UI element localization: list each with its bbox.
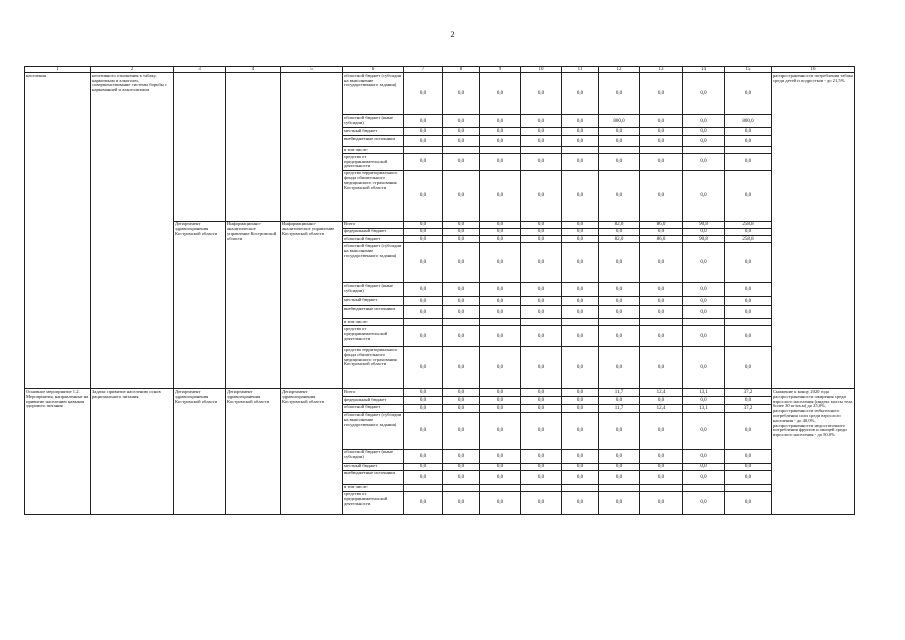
amount-cell: 0,0 bbox=[404, 389, 443, 397]
amount-cell bbox=[725, 319, 772, 326]
amount-cell: 0,0 bbox=[480, 470, 521, 484]
amount-cell: 0,0 bbox=[404, 221, 443, 228]
amount-cell: 0,0 bbox=[725, 128, 772, 136]
amount-cell: 0,0 bbox=[521, 283, 562, 297]
amount-cell: 800,0 bbox=[599, 115, 640, 128]
amount-cell: 0,0 bbox=[480, 170, 521, 221]
amount-cell: 0,0 bbox=[562, 243, 599, 283]
amount-cell: 0,0 bbox=[521, 243, 562, 283]
amount-cell: 0,0 bbox=[562, 115, 599, 128]
amount-cell: 0,0 bbox=[599, 306, 640, 319]
amount-cell: 0,0 bbox=[640, 115, 683, 128]
amount-cell: 0,0 bbox=[562, 470, 599, 484]
amount-cell: 0,0 bbox=[480, 463, 521, 470]
amount-cell: 0,0 bbox=[640, 243, 683, 283]
amount-cell: 0,0 bbox=[640, 306, 683, 319]
amount-cell: 0,0 bbox=[521, 347, 562, 389]
amount-cell: 37,2 bbox=[725, 404, 772, 412]
amount-cell: 0,0 bbox=[480, 412, 521, 449]
amount-cell: 0,0 bbox=[404, 412, 443, 449]
amount-cell: 0,0 bbox=[443, 389, 480, 397]
amount-cell: 0,0 bbox=[599, 347, 640, 389]
amount-cell: 0,0 bbox=[562, 283, 599, 297]
amount-cell bbox=[480, 147, 521, 154]
amount-cell: 0,0 bbox=[599, 136, 640, 147]
amount-cell: 0,0 bbox=[562, 449, 599, 463]
amount-cell: 0,0 bbox=[443, 297, 480, 306]
amount-cell: 0,0 bbox=[480, 389, 521, 397]
column-number: 7 bbox=[404, 67, 443, 73]
amount-cell bbox=[562, 147, 599, 154]
amount-cell: 0,0 bbox=[521, 412, 562, 449]
amount-cell bbox=[725, 147, 772, 154]
amount-cell: 0,0 bbox=[683, 347, 725, 389]
amount-cell: 0,0 bbox=[683, 170, 725, 221]
amount-cell: 0,0 bbox=[599, 228, 640, 235]
amount-cell: 0,0 bbox=[683, 306, 725, 319]
amount-cell: 0,0 bbox=[640, 136, 683, 147]
amount-cell: 0,0 bbox=[480, 326, 521, 347]
funding-source: Всего bbox=[343, 221, 404, 228]
amount-cell: 0,0 bbox=[443, 115, 480, 128]
amount-cell: 0,0 bbox=[683, 326, 725, 347]
amount-cell: 0,0 bbox=[443, 397, 480, 404]
amount-cell: 0,0 bbox=[599, 463, 640, 470]
amount-cell: 0,0 bbox=[683, 154, 725, 170]
amount-cell: 0,0 bbox=[443, 236, 480, 243]
amount-cell: 258,8 bbox=[725, 221, 772, 228]
funding-source: Всего bbox=[343, 389, 404, 397]
amount-cell: 0,0 bbox=[599, 154, 640, 170]
funding-source: внебюджетные источники bbox=[343, 470, 404, 484]
amount-cell: 0,0 bbox=[480, 491, 521, 514]
task-description-cell: Задача: привитие населению основ рационального питания bbox=[91, 389, 174, 515]
expected-result-cell: распространенности потребления табака среди детей и подростков - до 21,5% bbox=[772, 73, 855, 389]
amount-cell: 0,0 bbox=[683, 470, 725, 484]
coexecutor-cell: Информационно-аналитическое управление Костромской области bbox=[226, 221, 281, 389]
amount-cell bbox=[640, 319, 683, 326]
amount-cell: 0,0 bbox=[562, 463, 599, 470]
amount-cell bbox=[443, 147, 480, 154]
amount-cell: 0,0 bbox=[443, 404, 480, 412]
funding-source: средства от предпринимательской деятельности bbox=[343, 491, 404, 514]
column-number: 8 bbox=[443, 67, 480, 73]
amount-cell: 0,0 bbox=[443, 228, 480, 235]
amount-cell: 12,4 bbox=[640, 404, 683, 412]
amount-cell: 0,0 bbox=[404, 236, 443, 243]
amount-cell: 0,0 bbox=[725, 326, 772, 347]
column-number: 4 bbox=[226, 67, 281, 73]
amount-cell: 0,0 bbox=[404, 463, 443, 470]
amount-cell: 0,0 bbox=[443, 347, 480, 389]
amount-cell: 0,0 bbox=[443, 326, 480, 347]
funding-source: областной бюджет bbox=[343, 404, 404, 412]
amount-cell: 0,0 bbox=[443, 491, 480, 514]
amount-cell: 0,0 bbox=[562, 491, 599, 514]
main-activity-cell: Основное мероприятие 1.2. Мероприятия, направленные на привитие населению навыков здорового питания bbox=[25, 389, 91, 515]
amount-cell bbox=[683, 484, 725, 491]
amount-cell: 0,0 bbox=[443, 463, 480, 470]
column-number: 10 bbox=[521, 67, 562, 73]
amount-cell: 0,0 bbox=[404, 128, 443, 136]
amount-cell: 0,0 bbox=[599, 397, 640, 404]
column-number: 14 bbox=[683, 67, 725, 73]
amount-cell: 0,0 bbox=[443, 136, 480, 147]
funding-source: областной бюджет (субсидии на выполнение государственного задания) bbox=[343, 412, 404, 449]
funding-source: в том числе: bbox=[343, 319, 404, 326]
amount-cell: 0,0 bbox=[683, 491, 725, 514]
amount-cell: 0,0 bbox=[725, 347, 772, 389]
amount-cell: 0,0 bbox=[683, 73, 725, 115]
amount-cell: 0,0 bbox=[640, 170, 683, 221]
amount-cell: 0,0 bbox=[480, 347, 521, 389]
amount-cell: 0,0 bbox=[404, 73, 443, 115]
amount-cell: 0,0 bbox=[521, 306, 562, 319]
amount-cell bbox=[480, 484, 521, 491]
amount-cell: 0,0 bbox=[725, 136, 772, 147]
amount-cell: 82,0 bbox=[599, 236, 640, 243]
amount-cell: 0,0 bbox=[404, 115, 443, 128]
budget-row bbox=[25, 73, 855, 115]
amount-cell: 0,0 bbox=[683, 243, 725, 283]
amount-cell: 0,0 bbox=[683, 115, 725, 128]
amount-cell: 0,0 bbox=[725, 297, 772, 306]
amount-cell: 0,0 bbox=[683, 463, 725, 470]
amount-cell bbox=[640, 147, 683, 154]
amount-cell: 0,0 bbox=[599, 470, 640, 484]
amount-cell: 0,0 bbox=[725, 397, 772, 404]
funding-source: в том числе: bbox=[343, 147, 404, 154]
amount-cell: 0,0 bbox=[599, 73, 640, 115]
amount-cell: 0,0 bbox=[562, 236, 599, 243]
amount-cell: 0,0 bbox=[521, 397, 562, 404]
amount-cell: 0,0 bbox=[521, 470, 562, 484]
amount-cell bbox=[599, 484, 640, 491]
amount-cell: 11,7 bbox=[599, 389, 640, 397]
amount-cell: 0,0 bbox=[640, 412, 683, 449]
amount-cell: 0,0 bbox=[725, 283, 772, 297]
funding-source: средства от предпринимательской деятельности bbox=[343, 154, 404, 170]
amount-cell: 0,0 bbox=[404, 347, 443, 389]
amount-cell: 0,0 bbox=[683, 128, 725, 136]
amount-cell: 12,4 bbox=[640, 389, 683, 397]
amount-cell: 0,0 bbox=[443, 283, 480, 297]
amount-cell: 0,0 bbox=[443, 154, 480, 170]
amount-cell: 0,0 bbox=[480, 154, 521, 170]
amount-cell: 0,0 bbox=[640, 297, 683, 306]
amount-cell: 0,0 bbox=[599, 326, 640, 347]
column-number: 6 bbox=[343, 67, 404, 73]
funding-source: федеральный бюджет bbox=[343, 228, 404, 235]
amount-cell: 0,0 bbox=[725, 154, 772, 170]
amount-cell: 0,0 bbox=[521, 404, 562, 412]
amount-cell: 0,0 bbox=[640, 73, 683, 115]
amount-cell: 0,0 bbox=[725, 491, 772, 514]
funding-source: федеральный бюджет bbox=[343, 397, 404, 404]
amount-cell: 0,0 bbox=[521, 389, 562, 397]
amount-cell: 0,0 bbox=[404, 449, 443, 463]
budget-table bbox=[24, 66, 855, 515]
amount-cell: 0,0 bbox=[404, 470, 443, 484]
amount-cell: 0,0 bbox=[640, 463, 683, 470]
amount-cell: 0,0 bbox=[599, 283, 640, 297]
column-number: 1 bbox=[25, 67, 91, 73]
amount-cell bbox=[443, 484, 480, 491]
amount-cell: 0,0 bbox=[562, 412, 599, 449]
amount-cell: 0,0 bbox=[562, 347, 599, 389]
amount-cell: 0,0 bbox=[521, 136, 562, 147]
amount-cell: 0,0 bbox=[562, 128, 599, 136]
amount-cell: 0,0 bbox=[521, 154, 562, 170]
amount-cell: 0,0 bbox=[599, 412, 640, 449]
column-number: 16 bbox=[772, 67, 855, 73]
budget-table-container bbox=[24, 66, 854, 515]
participant-cell bbox=[281, 73, 343, 221]
funding-source: областной бюджет (субсидии на выполнение государственного задания) bbox=[343, 243, 404, 283]
amount-cell: 0,0 bbox=[443, 412, 480, 449]
amount-cell: 0,0 bbox=[725, 463, 772, 470]
amount-cell: 0,0 bbox=[640, 128, 683, 136]
page-number: 2 bbox=[450, 30, 455, 39]
amount-cell: 90,8 bbox=[683, 236, 725, 243]
funding-source: в том числе: bbox=[343, 484, 404, 491]
amount-cell: 0,0 bbox=[480, 236, 521, 243]
amount-cell: 0,0 bbox=[640, 347, 683, 389]
participant-cell: Информационно-аналитическое управление Костромской области bbox=[281, 221, 343, 389]
executor-cell bbox=[174, 73, 226, 221]
column-number: 13 bbox=[640, 67, 683, 73]
amount-cell: 0,0 bbox=[404, 170, 443, 221]
amount-cell: 0,0 bbox=[725, 412, 772, 449]
amount-cell: 0,0 bbox=[683, 136, 725, 147]
amount-cell: 0,0 bbox=[521, 491, 562, 514]
amount-cell: 800,0 bbox=[725, 115, 772, 128]
amount-cell: 0,0 bbox=[725, 243, 772, 283]
amount-cell: 0,0 bbox=[480, 128, 521, 136]
amount-cell: 0,0 bbox=[443, 243, 480, 283]
amount-cell: 0,0 bbox=[480, 283, 521, 297]
amount-cell: 13,1 bbox=[683, 389, 725, 397]
amount-cell: 0,0 bbox=[683, 412, 725, 449]
amount-cell: 0,0 bbox=[480, 449, 521, 463]
funding-source: внебюджетные источники bbox=[343, 306, 404, 319]
funding-source: средства от предпринимательской деятельности bbox=[343, 326, 404, 347]
amount-cell: 0,0 bbox=[725, 170, 772, 221]
amount-cell: 0,0 bbox=[640, 449, 683, 463]
funding-source: местный бюджет bbox=[343, 297, 404, 306]
amount-cell: 0,0 bbox=[562, 136, 599, 147]
amount-cell: 0,0 bbox=[521, 128, 562, 136]
amount-cell bbox=[599, 319, 640, 326]
expected-result-cell: Снижение к концу 2020 года распространенности ожирения среди взрослого населения (индекс массы тела более 30 кг/кв.м) до 25,0%, распространенности избыточного потребления соли среди взрослого населения - до 40,0%, распространенности недостаточного потребления фруктов и овощей среди взрослого населения - до 50,0% bbox=[772, 389, 855, 515]
amount-cell: 0,0 bbox=[443, 449, 480, 463]
amount-cell: 0,0 bbox=[562, 221, 599, 228]
amount-cell: 0,0 bbox=[480, 297, 521, 306]
amount-cell: 0,0 bbox=[725, 470, 772, 484]
amount-cell: 0,0 bbox=[521, 463, 562, 470]
amount-cell bbox=[683, 319, 725, 326]
amount-cell: 0,0 bbox=[404, 154, 443, 170]
amount-cell: 0,0 bbox=[404, 228, 443, 235]
amount-cell: 0,0 bbox=[521, 297, 562, 306]
amount-cell: 0,0 bbox=[404, 136, 443, 147]
amount-cell: 0,0 bbox=[725, 228, 772, 235]
amount-cell: 0,0 bbox=[640, 228, 683, 235]
amount-cell: 0,0 bbox=[599, 449, 640, 463]
amount-cell: 0,0 bbox=[480, 73, 521, 115]
funding-source: областной бюджет bbox=[343, 236, 404, 243]
amount-cell: 0,0 bbox=[683, 397, 725, 404]
amount-cell: 0,0 bbox=[640, 397, 683, 404]
amount-cell: 0,0 bbox=[562, 306, 599, 319]
budget-row bbox=[25, 389, 855, 397]
amount-cell: 0,0 bbox=[521, 326, 562, 347]
amount-cell: 0,0 bbox=[404, 283, 443, 297]
amount-cell: 0,0 bbox=[725, 306, 772, 319]
amount-cell: 13,1 bbox=[683, 404, 725, 412]
amount-cell: 37,2 bbox=[725, 389, 772, 397]
amount-cell bbox=[521, 319, 562, 326]
target-group-cell: населения bbox=[25, 73, 91, 389]
amount-cell bbox=[443, 319, 480, 326]
amount-cell: 0,0 bbox=[443, 306, 480, 319]
amount-cell: 0,0 bbox=[480, 221, 521, 228]
funding-source: местный бюджет bbox=[343, 463, 404, 470]
funding-source: областной бюджет (иные субсидии) bbox=[343, 283, 404, 297]
amount-cell: 258,8 bbox=[725, 236, 772, 243]
funding-source: средства территориального фонда обязательного медицинского страхования Костромской области bbox=[343, 170, 404, 221]
coexecutor-cell: Департамент здравоохранения Костромской области bbox=[226, 389, 281, 515]
coexecutor-cell bbox=[226, 73, 281, 221]
amount-cell: 0,0 bbox=[480, 228, 521, 235]
funding-source: внебюджетные источники bbox=[343, 136, 404, 147]
amount-cell: 0,0 bbox=[404, 243, 443, 283]
amount-cell: 0,0 bbox=[640, 470, 683, 484]
amount-cell bbox=[404, 147, 443, 154]
funding-source: областной бюджет (иные субсидии) bbox=[343, 449, 404, 463]
amount-cell: 86,0 bbox=[640, 236, 683, 243]
amount-cell: 0,0 bbox=[443, 128, 480, 136]
amount-cell bbox=[599, 147, 640, 154]
amount-cell: 0,0 bbox=[521, 170, 562, 221]
amount-cell: 0,0 bbox=[404, 404, 443, 412]
column-number: 11 bbox=[562, 67, 599, 73]
amount-cell: 0,0 bbox=[725, 449, 772, 463]
amount-cell: 0,0 bbox=[640, 283, 683, 297]
amount-cell: 82,0 bbox=[599, 221, 640, 228]
amount-cell: 0,0 bbox=[562, 228, 599, 235]
amount-cell bbox=[562, 484, 599, 491]
amount-cell: 0,0 bbox=[404, 326, 443, 347]
amount-cell: 0,0 bbox=[404, 491, 443, 514]
amount-cell bbox=[725, 484, 772, 491]
amount-cell: 0,0 bbox=[480, 115, 521, 128]
funding-source: областной бюджет (субсидии на выполнение государственного задания) bbox=[343, 73, 404, 115]
amount-cell: 0,0 bbox=[480, 404, 521, 412]
amount-cell: 0,0 bbox=[562, 73, 599, 115]
amount-cell: 90,8 bbox=[683, 221, 725, 228]
amount-cell bbox=[521, 484, 562, 491]
participant-cell: Департамент здравоохранения Костромской области bbox=[281, 389, 343, 515]
amount-cell: 0,0 bbox=[683, 449, 725, 463]
column-number: 3 bbox=[174, 67, 226, 73]
amount-cell: 0,0 bbox=[599, 297, 640, 306]
amount-cell bbox=[640, 484, 683, 491]
amount-cell: 0,0 bbox=[521, 449, 562, 463]
funding-source: местный бюджет bbox=[343, 128, 404, 136]
amount-cell: 0,0 bbox=[599, 170, 640, 221]
amount-cell: 0,0 bbox=[480, 243, 521, 283]
amount-cell: 0,0 bbox=[640, 326, 683, 347]
amount-cell bbox=[521, 147, 562, 154]
amount-cell: 0,0 bbox=[683, 297, 725, 306]
amount-cell: 0,0 bbox=[683, 228, 725, 235]
amount-cell: 0,0 bbox=[521, 221, 562, 228]
amount-cell: 0,0 bbox=[599, 243, 640, 283]
column-number: 9 bbox=[480, 67, 521, 73]
amount-cell: 0,0 bbox=[562, 326, 599, 347]
amount-cell: 0,0 bbox=[443, 221, 480, 228]
funding-source: средства территориального фонда обязательного медицинского страхования Костромской области bbox=[343, 347, 404, 389]
amount-cell: 11,7 bbox=[599, 404, 640, 412]
amount-cell: 0,0 bbox=[480, 306, 521, 319]
column-number: 5 bbox=[281, 67, 343, 73]
funding-source: областной бюджет (иные субсидии) bbox=[343, 115, 404, 128]
amount-cell: 0,0 bbox=[521, 115, 562, 128]
amount-cell bbox=[404, 319, 443, 326]
amount-cell: 0,0 bbox=[562, 389, 599, 397]
amount-cell: 0,0 bbox=[562, 397, 599, 404]
amount-cell bbox=[562, 319, 599, 326]
amount-cell: 0,0 bbox=[521, 236, 562, 243]
column-number: 15 bbox=[725, 67, 772, 73]
executor-cell: Департамент здравоохранения Костромской области bbox=[174, 221, 226, 389]
amount-cell: 0,0 bbox=[599, 128, 640, 136]
amount-cell: 0,0 bbox=[521, 73, 562, 115]
amount-cell: 0,0 bbox=[562, 170, 599, 221]
column-number: 12 bbox=[599, 67, 640, 73]
amount-cell: 0,0 bbox=[599, 491, 640, 514]
amount-cell bbox=[480, 319, 521, 326]
amount-cell: 0,0 bbox=[640, 491, 683, 514]
amount-cell: 0,0 bbox=[404, 306, 443, 319]
amount-cell: 0,0 bbox=[640, 154, 683, 170]
amount-cell: 0,0 bbox=[562, 404, 599, 412]
amount-cell bbox=[404, 484, 443, 491]
amount-cell: 86,0 bbox=[640, 221, 683, 228]
executor-cell: Департамент здравоохранения Костромской области bbox=[174, 389, 226, 515]
amount-cell: 0,0 bbox=[562, 297, 599, 306]
amount-cell: 0,0 bbox=[725, 73, 772, 115]
amount-cell: 0,0 bbox=[683, 283, 725, 297]
amount-cell: 0,0 bbox=[521, 228, 562, 235]
amount-cell bbox=[683, 147, 725, 154]
amount-cell: 0,0 bbox=[562, 154, 599, 170]
amount-cell: 0,0 bbox=[443, 470, 480, 484]
amount-cell: 0,0 bbox=[480, 397, 521, 404]
column-number: 2 bbox=[91, 67, 174, 73]
amount-cell: 0,0 bbox=[480, 136, 521, 147]
amount-cell: 0,0 bbox=[404, 297, 443, 306]
amount-cell: 0,0 bbox=[404, 397, 443, 404]
amount-cell: 0,0 bbox=[443, 170, 480, 221]
task-description-cell: негативного отношения к табаку, наркотикам и алкоголю, совершенствование системы борьбы с наркоманией и алкоголизмом bbox=[91, 73, 174, 389]
amount-cell: 0,0 bbox=[443, 73, 480, 115]
